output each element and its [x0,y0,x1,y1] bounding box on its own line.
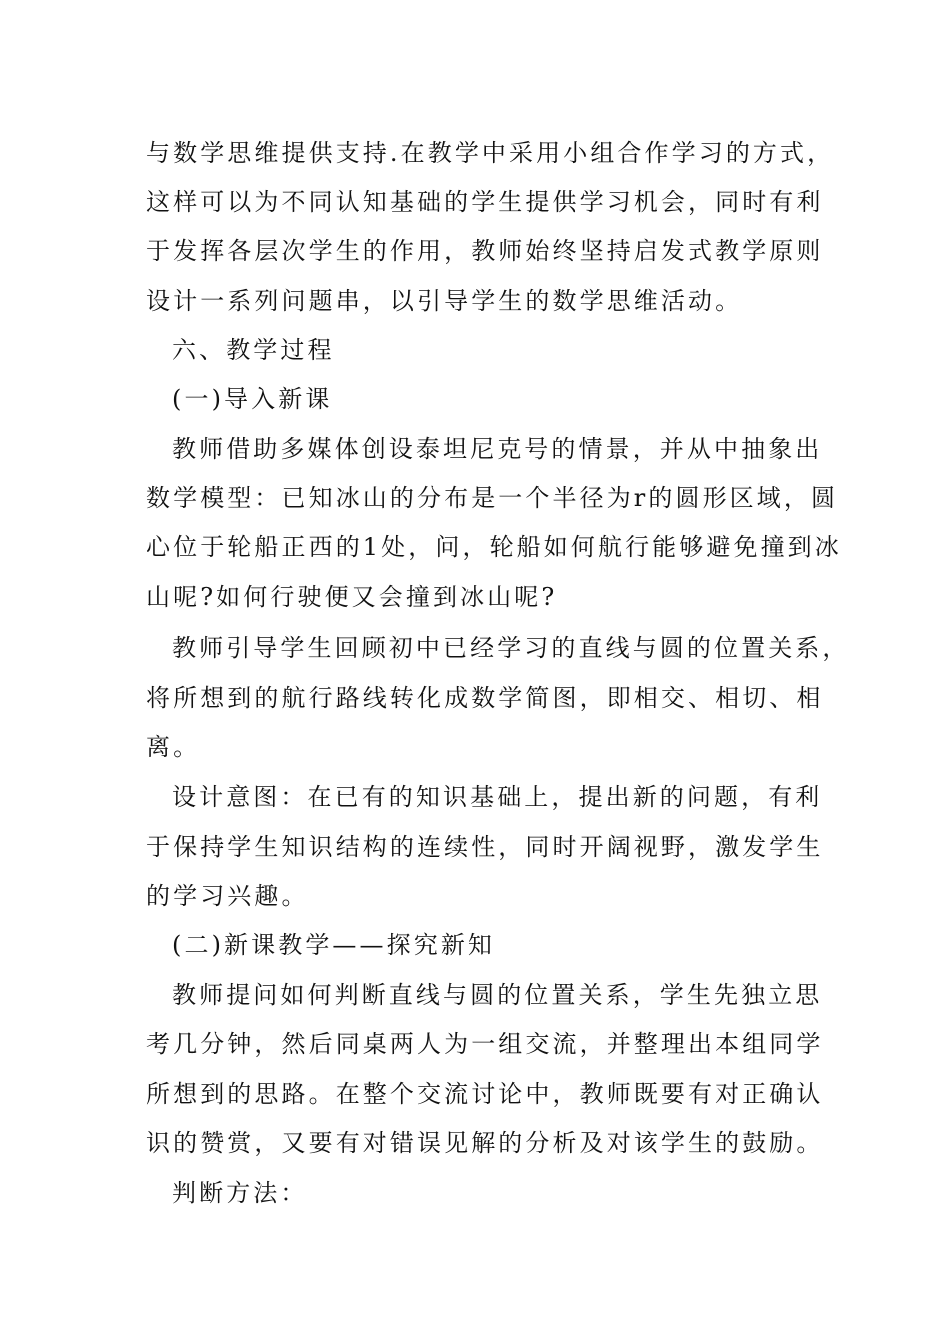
text-line: 与数学思维提供支持.在教学中采用小组合作学习的方式， [146,139,835,167]
text-line: 设计一系列问题串，以引导学生的数学思维活动。 [146,287,743,315]
text-line: 考几分钟，然后同桌两人为一组交流，并整理出本组同学 [146,1030,824,1058]
text-line: 离。 [146,733,201,761]
text-line: 心位于轮船正西的1处，问，轮船如何航行能够避免撞到冰 [146,533,842,561]
text-line: 所想到的思路。在整个交流讨论中，教师既要有对正确认 [146,1080,824,1108]
subsection-heading: (二)新课教学——探究新知 [172,931,496,959]
subsection-heading: (一)导入新课 [172,385,333,413]
text-line: 于保持学生知识结构的连续性，同时开阔视野，激发学生 [146,833,824,861]
text-line: 判断方法： [172,1179,308,1207]
text-line: 教师引导学生回顾初中已经学习的直线与圆的位置关系， [172,634,850,662]
text-line: 这样可以为不同认知基础的学生提供学习机会，同时有利 [146,188,824,216]
text-line: 于发挥各层次学生的作用，教师始终坚持启发式教学原则 [146,237,824,265]
text-line: 识的赞赏，又要有对错误见解的分析及对该学生的鼓励。 [146,1129,824,1157]
text-line: 将所想到的航行路线转化成数学简图，即相交、相切、相 [146,684,824,712]
text-line: 的学习兴趣。 [146,882,309,910]
text-line: 数学模型：已知冰山的分布是一个半径为r的圆形区域，圆 [146,484,839,512]
text-line: 山呢?如何行驶便又会撞到冰山呢? [146,583,558,611]
section-heading: 六、教学过程 [172,336,335,364]
text-line: 教师借助多媒体创设泰坦尼克号的情景，并从中抽象出 [172,435,823,463]
text-line: 设计意图：在已有的知识基础上，提出新的问题，有利 [172,783,823,811]
text-line: 教师提问如何判断直线与圆的位置关系，学生先独立思 [172,981,823,1009]
